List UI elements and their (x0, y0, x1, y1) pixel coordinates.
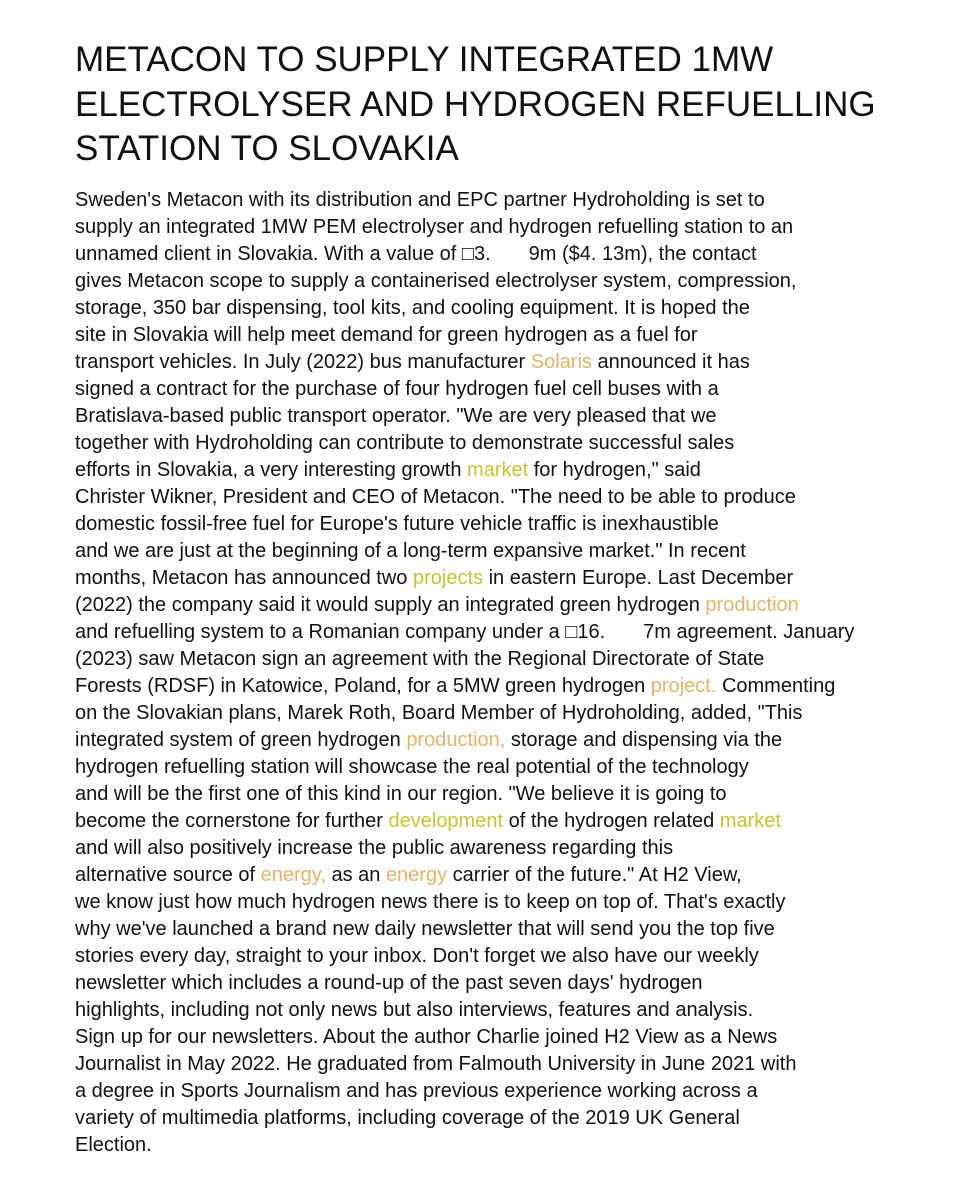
link-solaris[interactable]: Solaris (530, 350, 592, 373)
body-line: we know just how much hydrogen news there is to keep on top of. That's exactly (75, 890, 786, 913)
body-line: Election. (75, 1133, 152, 1156)
title-line: ELECTROLYSER AND HYDROGEN REFUELLING (75, 84, 876, 124)
body-line: stories every day, straight to your inbox. Don't forget we also have our weekly (75, 944, 759, 967)
article-body (75, 187, 935, 1159)
title-line: METACON TO SUPPLY INTEGRATED 1MW (75, 40, 774, 79)
link-market[interactable]: market (467, 458, 529, 481)
body-line: alternative source of energy, as an energy carrier of the future." At H2 View, (75, 863, 742, 886)
link-energy[interactable]: energy, (260, 863, 326, 886)
body-line: storage, 350 bar dispensing, tool kits, and cooling equipment. It is hoped the (75, 296, 750, 319)
body-line: hydrogen refuelling station will showcase the real potential of the technology (75, 755, 749, 778)
body-line: transport vehicles. In July (2022) bus manufacturer Solaris announced it has (75, 350, 750, 373)
body-line: unnamed client in Slovakia. With a value of □3. 9m ($4. 13m), the contact (75, 242, 757, 265)
link-projects[interactable]: projects (413, 566, 484, 589)
body-line: Sign up for our newsletters. About the author Charlie joined H2 View as a News (75, 1025, 778, 1048)
body-line: signed a contract for the purchase of four hydrogen fuel cell buses with a (75, 377, 719, 400)
body-line: become the cornerstone for further development of the hydrogen related market (75, 809, 781, 832)
link-production[interactable]: production, (406, 728, 506, 751)
body-line: and will also positively increase the public awareness regarding this (75, 836, 674, 859)
body-line: Journalist in May 2022. He graduated from Falmouth University in June 2021 with (75, 1052, 797, 1075)
title-line: STATION TO SLOVAKIA (75, 129, 459, 168)
body-line: efforts in Slovakia, a very interesting growth market for hydrogen," said (75, 458, 701, 481)
body-line: (2023) saw Metacon sign an agreement with the Regional Directorate of State (75, 647, 765, 670)
body-line: together with Hydroholding can contribute to demonstrate successful sales (75, 431, 735, 454)
body-line: integrated system of green hydrogen production, storage and dispensing via the (75, 728, 783, 751)
body-line: months, Metacon has announced two projects in eastern Europe. Last December (75, 566, 794, 589)
link-development[interactable]: development (388, 809, 504, 832)
body-line: and refuelling system to a Romanian company under a □16. 7m agreement. January (75, 620, 855, 643)
body-line: domestic fossil-free fuel for Europe's future vehicle traffic is inexhaustible (75, 512, 719, 535)
body-line: Bratislava-based public transport operator. "We are very pleased that we (75, 404, 717, 427)
body-line: and will be the first one of this kind in our region. "We believe it is going to (75, 782, 727, 805)
body-line: newsletter which includes a round-up of the past seven days' hydrogen (75, 971, 703, 994)
link-market[interactable]: market (719, 809, 781, 832)
body-line: why we've launched a brand new daily newsletter that will send you the top five (75, 917, 775, 940)
body-line: (2022) the company said it would supply an integrated green hydrogen production (75, 593, 799, 616)
article (75, 38, 935, 1159)
body-line: supply an integrated 1MW PEM electrolyser and hydrogen refuelling station to an (75, 215, 794, 238)
link-energy[interactable]: energy (385, 863, 448, 886)
body-line: a degree in Sports Journalism and has previous experience working across a (75, 1079, 758, 1102)
body-line: variety of multimedia platforms, including coverage of the 2019 UK General (75, 1106, 740, 1129)
body-line: gives Metacon scope to supply a containerised electrolyser system, compression, (75, 269, 797, 292)
body-line: highlights, including not only news but also interviews, features and analysis. (75, 998, 754, 1021)
article-title (75, 38, 935, 172)
body-line: Sweden's Metacon with its distribution and EPC partner Hydroholding is set to (75, 188, 765, 211)
body-line: Forests (RDSF) in Katowice, Poland, for a 5MW green hydrogen project. Commenting (75, 674, 836, 697)
body-line: Christer Wikner, President and CEO of Metacon. "The need to be able to produce (75, 485, 796, 508)
body-line: on the Slovakian plans, Marek Roth, Board Member of Hydroholding, added, "This (75, 701, 803, 724)
link-project[interactable]: project. (650, 674, 717, 697)
body-line: site in Slovakia will help meet demand for green hydrogen as a fuel for (75, 323, 698, 346)
link-production[interactable]: production (705, 593, 799, 616)
body-line: and we are just at the beginning of a long-term expansive market." In recent (75, 539, 746, 562)
